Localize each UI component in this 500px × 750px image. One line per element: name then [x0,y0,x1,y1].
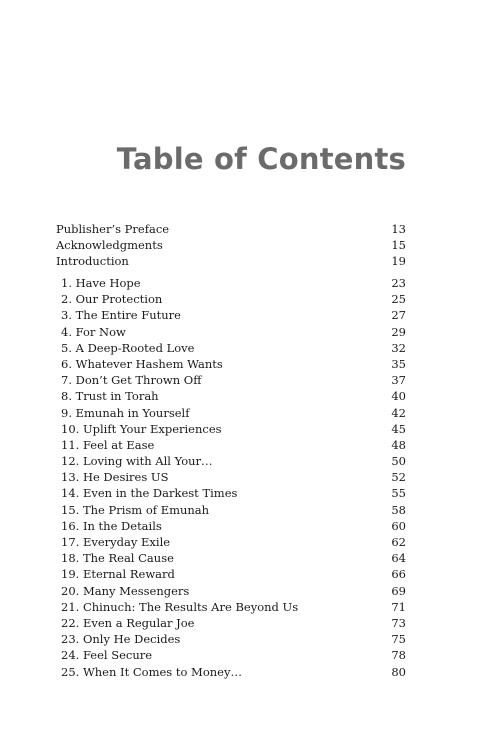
toc-page-number: 13 [391,222,406,236]
toc-page-number: 52 [391,470,406,485]
toc-page-number: 78 [391,648,406,663]
chapter-entry [56,664,406,680]
chapter-entry [56,324,406,340]
chapter-entry [56,550,406,566]
toc-page-number: 32 [391,340,406,355]
toc-entry-title: 15. The Prism of Emunah [61,502,210,517]
toc-page-number: 50 [391,454,406,469]
toc-entry-title: Acknowledgments [56,238,163,253]
toc-entry-title: 7. Don’t Get Thrown Off [61,373,202,388]
toc-page-number: 55 [391,486,406,501]
chapter-entry [56,485,406,501]
toc-page-number: 73 [391,615,406,630]
chapter-entry [56,275,406,291]
chapter-entry [56,340,406,356]
chapter-entry [56,615,406,631]
toc-page-number: 48 [391,437,406,452]
toc-entry-title: Publisher’s Preface [56,222,170,236]
toc-page-number: 80 [391,664,406,679]
chapter-entry [56,405,406,421]
front-matter-list [56,221,406,270]
toc-page-number: 27 [391,308,406,323]
toc-page-number: 19 [391,254,406,269]
toc-entry-title: 1. Have Hope [61,276,141,290]
chapter-entry [56,372,406,388]
chapter-entry [56,388,406,404]
toc-page-number: 35 [391,356,406,371]
toc-page-number: 60 [391,518,406,533]
toc-entry-title: 8. Trust in Torah [61,389,159,404]
toc-entry-title: 2. Our Protection [61,292,163,307]
chapter-entry [56,599,406,615]
front-matter-entry [56,221,406,237]
chapter-entry [56,453,406,469]
toc-page-number: 62 [391,535,406,549]
toc-entry-title: 22. Even a Regular Joe [61,615,195,630]
toc-entry-title: 13. He Desires US [61,470,169,485]
toc-page-number: 42 [391,405,406,420]
toc-page-number: 15 [391,238,406,253]
chapter-entry [56,421,406,437]
toc-page-number: 71 [391,599,406,614]
chapter-entry [56,631,406,647]
toc-entry-title: 25. When It Comes to Money… [61,664,242,679]
toc-page-number: 64 [391,551,406,566]
toc-page-number: 45 [391,421,406,436]
toc-page-number: 40 [391,389,406,404]
toc-entry-title: 5. A Deep-Rooted Love [61,340,195,355]
toc-entry-title: 14. Even in the Darkest Times [61,486,238,501]
chapter-list [56,275,406,680]
toc-page-number: 69 [391,583,406,598]
chapter-entry [56,534,406,550]
chapter-entry [56,518,406,534]
chapter-entry [56,502,406,518]
toc-page-number: 23 [391,276,406,290]
chapter-entry [56,356,406,372]
chapter-entry [56,566,406,582]
page-title: Table of Contents [116,142,406,176]
toc-entry-title: 11. Feel at Ease [61,437,155,452]
toc-entry-title: 9. Emunah in Yourself [61,405,190,420]
toc-page-number: 37 [391,373,406,388]
chapter-entry [56,583,406,599]
toc-entry-title: 19. Eternal Reward [61,567,175,582]
toc-entry-title: 18. The Real Cause [61,551,174,566]
toc-page-number: 29 [391,324,406,339]
chapter-entry [56,291,406,307]
front-matter-entry [56,253,406,269]
toc-entry-title: 10. Uplift Your Experiences [61,421,222,436]
toc-entry-title: Introduction [56,254,129,269]
chapter-entry [56,647,406,663]
chapter-entry [56,307,406,323]
toc-entry-title: 6. Whatever Hashem Wants [61,356,223,371]
front-matter-entry [56,237,406,253]
toc-entry-title: 20. Many Messengers [61,583,190,598]
toc-entry-title: 12. Loving with All Your… [61,454,213,469]
toc-page-number: 75 [391,632,406,647]
toc-entry-title: 17. Everyday Exile [61,535,171,549]
toc-entry-title: 24. Feel Secure [61,648,153,663]
chapter-entry [56,469,406,485]
toc-entry-title: 16. In the Details [61,518,162,533]
toc-page-number: 25 [391,292,406,307]
toc-entry-title: 23. Only He Decides [61,632,181,647]
toc-entry-title: 21. Chinuch: The Results Are Beyond Us [61,599,299,614]
chapter-entry [56,437,406,453]
toc-page-number: 58 [391,502,406,517]
toc-entry-title: 3. The Entire Future [61,308,181,323]
toc-entry-title: 4. For Now [61,324,126,339]
toc-page-number: 66 [391,567,406,582]
